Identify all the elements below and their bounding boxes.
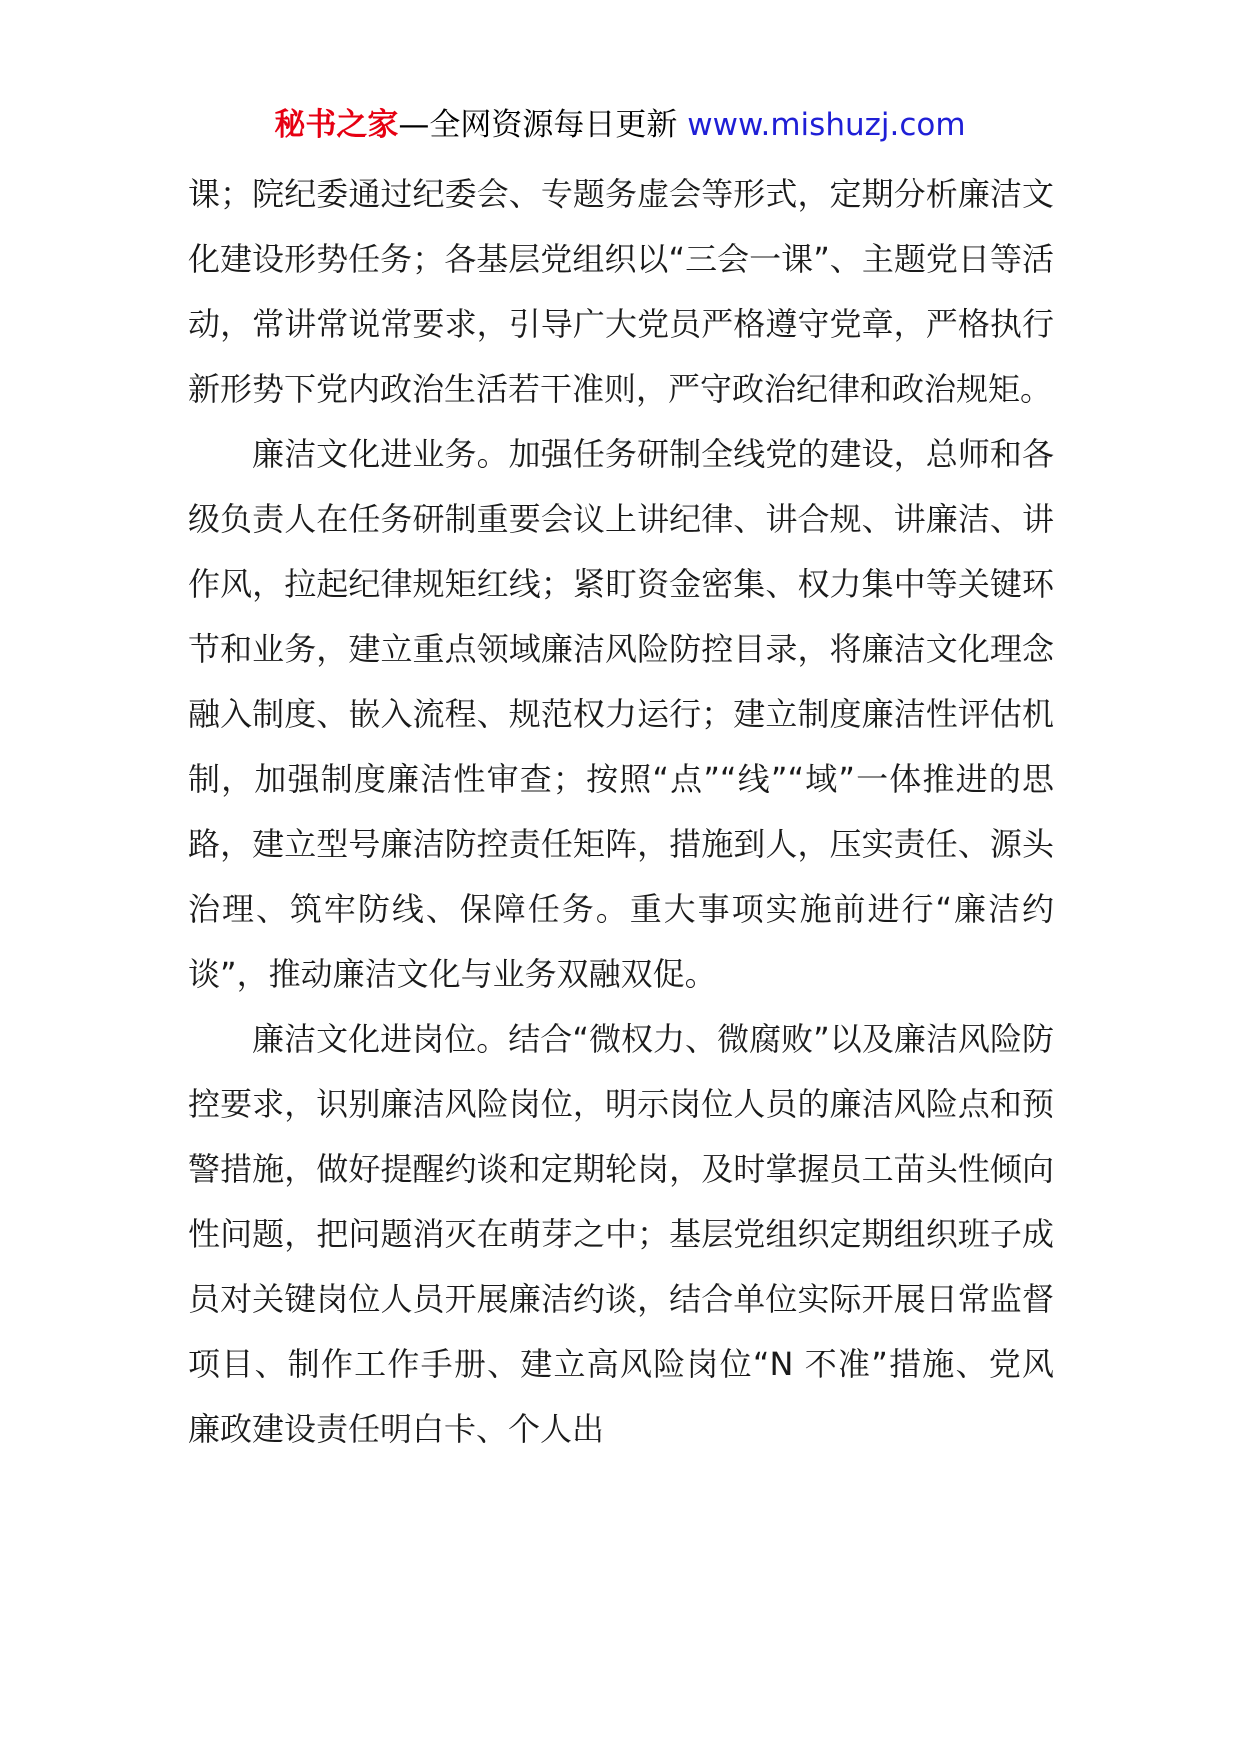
site-url[interactable]: www.mishuzj.com bbox=[687, 107, 966, 143]
brand-name: 秘书之家 bbox=[274, 107, 399, 143]
paragraph-business: 廉洁文化进业务。加强任务研制全线党的建设，总师和各级负责人在任务研制重要会议上讲纪律、讲合规、讲廉洁、讲作风，拉起纪律规矩红线；紧盯资金密集、权力集中等关键环节和业务，建立重点领域廉洁风险防控目录，将廉洁文化理念融入制度、嵌入流程、规范权力运行；建立制度廉洁性评估机制，加强制度廉洁性审查；按照“点”“线”“域”一体推进的思路，建立型号廉洁防控责任矩阵，措施到人，压实责任、源头治理、筑牢防线、保障任务。重大事项实施前进行“廉洁约谈”，推动廉洁文化与业务双融双促。 bbox=[188, 435, 1054, 993]
header-tagline: —全网资源每日更新 bbox=[398, 107, 678, 143]
paragraph-position: 廉洁文化进岗位。结合“微权力、微腐败”以及廉洁风险防控要求，识别廉洁风险岗位，明示岗位人员的廉洁风险点和预警措施，做好提醒约谈和定期轮岗，及时掌握员工苗头性倾向性问题，把问题消灭在萌芽之中；基层党组织定期组织班子成员对关键岗位人员开展廉洁约谈，结合单位实际开展日常监督项目、制作工作手册、建立高风险岗位“N 不准”措施、党风廉政建设责任明白卡、个人出 bbox=[188, 1020, 1054, 1448]
paragraph-continued: 课；院纪委通过纪委会、专题务虚会等形式，定期分析廉洁文化建设形势任务；各基层党组织以“三会一课”、主题党日等活动，常讲常说常要求，引导广大党员严格遵守党章，严格执行新形势下党内政治生活若干准则，严守政治纪律和政治规矩。 bbox=[188, 175, 1054, 408]
page-header bbox=[0, 100, 1240, 150]
document-body bbox=[188, 162, 1054, 1462]
